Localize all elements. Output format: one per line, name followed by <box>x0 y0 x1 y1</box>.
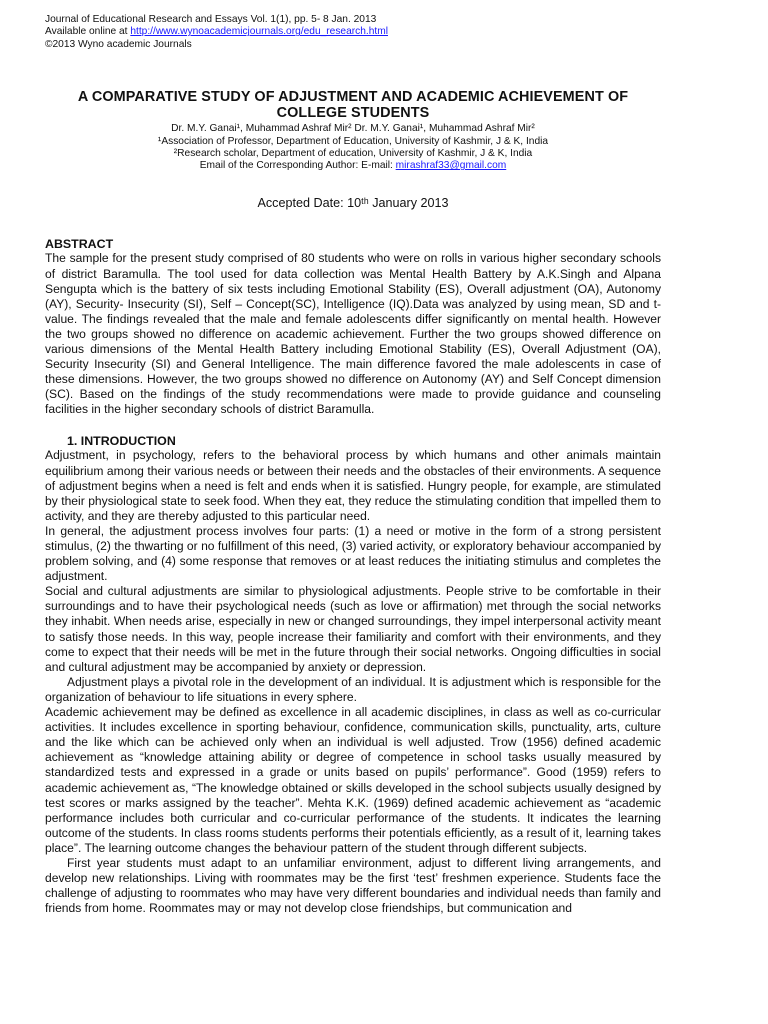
journal-citation: Journal of Educational Research and Essays Vol. 1(1), pp. 5- 8 Jan. 2013 <box>45 14 377 25</box>
journal-copyright: ©2013 Wyno academic Journals <box>45 38 192 50</box>
affiliation-2: ²Research scholar, Department of education, University of Kashmir, J & K, India <box>173 147 533 159</box>
abstract-heading: ABSTRACT <box>45 237 114 252</box>
paper-title: A COMPARATIVE STUDY OF ADJUSTMENT AND ACADEMIC ACHIEVEMENT OF COLLEGE STUDENTS <box>77 89 629 122</box>
abstract-text: The sample for the present study comprised of 80 students who were on rolls in various higher secondary schools of district Baramulla. The tool used for data collection was Mental Health Battery by A.K.Singh and Alpana Sengupta which is the battery of six tests including Emotional Stability (ES), Overall adjustment (OA), Autonomy (AY), Security- Insecurity (SI), Self – Concept(SC), Intelligence (IQ).Data was analyzed by using mean, SD and t-value. The findings revealed that the male and female adolescents differ significantly on mental health. However the two groups showed no difference on academic achievement. Further the two groups showed difference on various dimensions of the Mental Health Battery including Emotional Stability (ES), Overall Adjustment (OA), Security Insecurity (SI) and General Intelligence. The main difference favored the male adolescents in case of these dimensions. However, the two groups showed no difference on Autonomy (AY) and Self Concept dimension (SC). Based on the findings of the study recommendations were made to provide guidance and counseling facilities in the higher secondary schools of district Baramulla. <box>45 251 661 417</box>
journal-availability <box>45 26 661 38</box>
intro-paragraph-3: Social and cultural adjustments are similar to physiological adjustments. People strive to be comfortable in their surroundings and to have their psychological needs (such as love or affirmation) met through the social networks they inhabit. When needs arise, especially in new or changed surroundings, they impel interpersonal activity meant to satisfy those needs. In this way, people increase their familiarity and comfort with their environments, and they come to expect that their needs will be met in the future through their social networks. Ongoing difficulties in social and cultural adjustment may be accompanied by anxiety or depression. <box>45 584 661 674</box>
accepted-date: Accepted Date: 10ᵗʰ January 2013 <box>257 196 449 211</box>
intro-paragraph-1: Adjustment, in psychology, refers to the behavioral process by which humans and other animals maintain equilibrium among their various needs or between their needs and the obstacles of their environments. A sequence of adjustment begins when a need is felt and ends when it is satisfied. Hungry people, for example, are stimulated by their physiological state to seek food. When they eat, they reduce the stimulating condition that impelled them to activity, and they are thereby adjusted to this particular need. <box>45 448 661 523</box>
journal-url-link[interactable]: http://www.wynoacademicjournals.org/edu_research.html <box>130 26 388 38</box>
introduction-heading: 1. INTRODUCTION <box>67 434 176 449</box>
corresponding-email <box>45 160 661 172</box>
email-prefix: Email of the Corresponding Author: E-mail: <box>199 160 396 172</box>
affiliation-1: ¹Association of Professor, Department of Education, University of Kashmir, J & K, India <box>157 135 549 147</box>
journal-header <box>45 14 661 51</box>
intro-paragraph-5: Academic achievement may be defined as excellence in all academic disciplines, in class as well as co-curricular activities. It includes excellence in sporting behaviour, confidence, communication skills, punctuality, arts, culture and the like which can be achieved only when an individual is well adjusted. Trow (1956) defined academic achievement as “knowledge attaining ability or degree of competence in school tasks usually measured by standardized tests and expressed in a grade or units based on pupils’ performance”. Good (1959) refers to academic achievement as, “The knowledge obtained or skills developed in the school subjects usually designed by test scores or marks assigned by the teacher”. Mehta K.K. (1969) defined academic achievement as “academic performance includes both curricular and co-curricular performance of the students. It indicates the learning outcome of the students. In class rooms students performs their potentials efficiently, as a result of it, learning takes place”. The learning outcome changes the behaviour pattern of the student through different subjects. <box>45 705 661 855</box>
intro-paragraph-6: First year students must adapt to an unfamiliar environment, adjust to different living arrangements, and develop new relationships. Living with roommates may be the first ‘test’ freshmen experience. Students face the challenge of adjusting to roommates who may have very different boundaries and individual needs than family and friends from home. Roommates may or may not develop close friendships, but communication and <box>45 855 661 916</box>
intro-paragraph-4: Adjustment plays a pivotal role in the development of an individual. It is adjustment which is responsible for the organization of behaviour to life situations in every sphere. <box>45 674 661 704</box>
intro-paragraph-2: In general, the adjustment process involves four parts: (1) a need or motive in the form of a strong persistent stimulus, (2) the thwarting or no fulfillment of this need, (3) varied activity, or exploratory behaviour accompanied by problem solving, and (4) some response that removes or at least reduces the initiating stimulus and completes the adjustment. <box>45 523 661 584</box>
paper-page <box>45 14 661 916</box>
author-block <box>45 123 661 172</box>
email-link[interactable]: mirashraf33@gmail.com <box>395 160 507 172</box>
available-prefix: Available online at <box>45 26 131 38</box>
author-names: Dr. M.Y. Ganai¹, Muhammad Ashraf Mir² Dr. M.Y. Ganai¹, Muhammad Ashraf Mir² <box>171 123 535 135</box>
